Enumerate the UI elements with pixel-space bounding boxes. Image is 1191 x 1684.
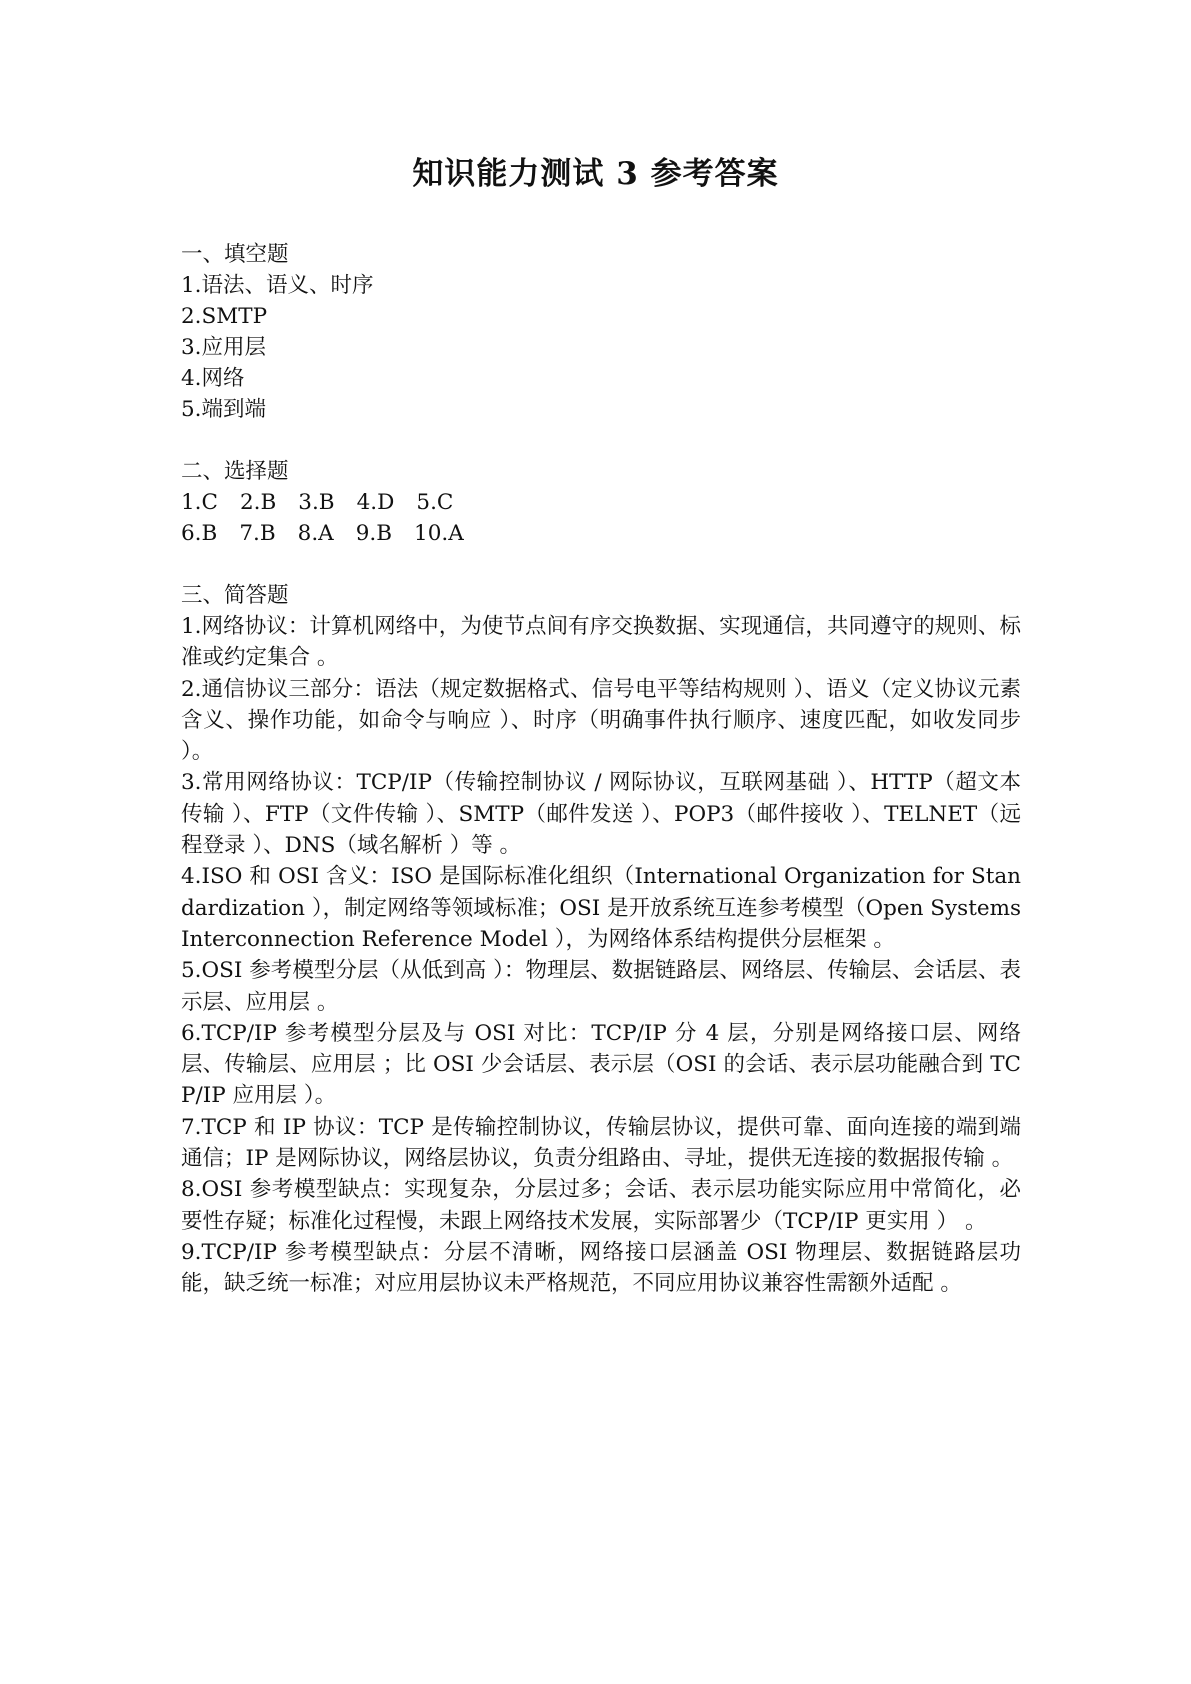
section-heading: 一、填空题: [181, 242, 289, 267]
answer-content: [181, 239, 1021, 1331]
choice-answer: 5.C: [416, 490, 454, 515]
short-answer-paragraph: 3.常用网络协议：TCP/IP（传输控制协议 / 网际协议，互联网基础 ）、HTTP（超文本传输 ）、FTP（文件传输 ）、SMTP（邮件发送 ）、POP3（邮件接收 ）、TELNET（远程登录 ）、DNS（域名解析 ）等 。: [181, 770, 1021, 859]
choice-section: [181, 456, 1021, 549]
fill-blank-answer: 2.SMTP: [181, 304, 268, 329]
section-heading: 三、简答题: [181, 583, 289, 608]
fill-blank-section: [181, 239, 1021, 425]
choice-answer: 3.B: [298, 490, 335, 515]
fill-blank-answer: 3.应用层: [181, 335, 267, 360]
choice-answer: 6.B: [181, 521, 218, 546]
choice-answer: 2.B: [239, 490, 277, 515]
short-answer-paragraph: 7.TCP 和 IP 协议：TCP 是传输控制协议，传输层协议，提供可靠、面向连接的端到端通信；IP 是网际协议，网络层协议，负责分组路由、寻址，提供无连接的数据报传输 。: [181, 1114, 1021, 1172]
short-answer-paragraph: 8.OSI 参考模型缺点：实现复杂，分层过多；会话、表示层功能实际应用中常简化，必要性存疑；标准化过程慢，未跟上网络技术发展，实际部署少（TCP/IP 更实用 ） 。: [181, 1177, 1021, 1234]
short-answer-paragraph: 4.ISO 和 OSI 含义：ISO 是国际标准化组织（International Organization for Standardization ），制定网络等领域标准；OSI 是开放系统互连参考模型（Open Systems Interconnection Reference Model ），为网络体系结构提供分层框架 。: [181, 864, 1021, 952]
choice-answer: 10.A: [414, 521, 464, 546]
choice-row: [181, 518, 1021, 549]
short-answer-paragraph: 6.TCP/IP 参考模型分层及与 OSI 对比：TCP/IP 分 4 层，分别是网络接口层、网络层、传输层、应用层 ；比 OSI 少会话层、表示层（OSI 的会话、表示层功能融合到 TCP/IP 应用层 ）。: [181, 1020, 1021, 1109]
choice-row: [181, 487, 1021, 518]
page-title: 知识能力测试 3 参考答案: [412, 156, 779, 192]
choice-answer: 7.B: [239, 521, 276, 546]
fill-blank-answer: 5.端到端: [181, 397, 267, 422]
short-answer-paragraph: 9.TCP/IP 参考模型缺点：分层不清晰，网络接口层涵盖 OSI 物理层、数据链路层功能，缺乏统一标准；对应用层协议未严格规范，不同应用协议兼容性需额外适配 。: [181, 1239, 1021, 1297]
short-answer-section: [181, 580, 1021, 1300]
choice-answer: 1.C: [181, 490, 218, 515]
choice-answer: 8.A: [297, 521, 334, 546]
fill-blank-answer: 1.语法、语义、时序: [181, 273, 374, 298]
short-answer-paragraph: 2.通信协议三部分：语法（规定数据格式、信号电平等结构规则 ）、语义（定义协议元素含义、操作功能，如命令与响应 ）、时序（明确事件执行顺序、速度匹配，如收发同步 ）。: [181, 676, 1021, 765]
choice-answer: 9.B: [355, 521, 393, 546]
fill-blank-answer: 4.网络: [181, 366, 245, 391]
short-answer-paragraph: 1.网络协议：计算机网络中，为使节点间有序交换数据、实现通信，共同遵守的规则、标准或约定集合 。: [181, 614, 1021, 671]
section-heading: 二、选择题: [181, 459, 289, 484]
short-answer-paragraph: 5.OSI 参考模型分层（从低到高 ）：物理层、数据链路层、网络层、传输层、会话层、表示层、应用层 。: [181, 958, 1021, 1015]
choice-answer: 4.D: [356, 490, 395, 515]
